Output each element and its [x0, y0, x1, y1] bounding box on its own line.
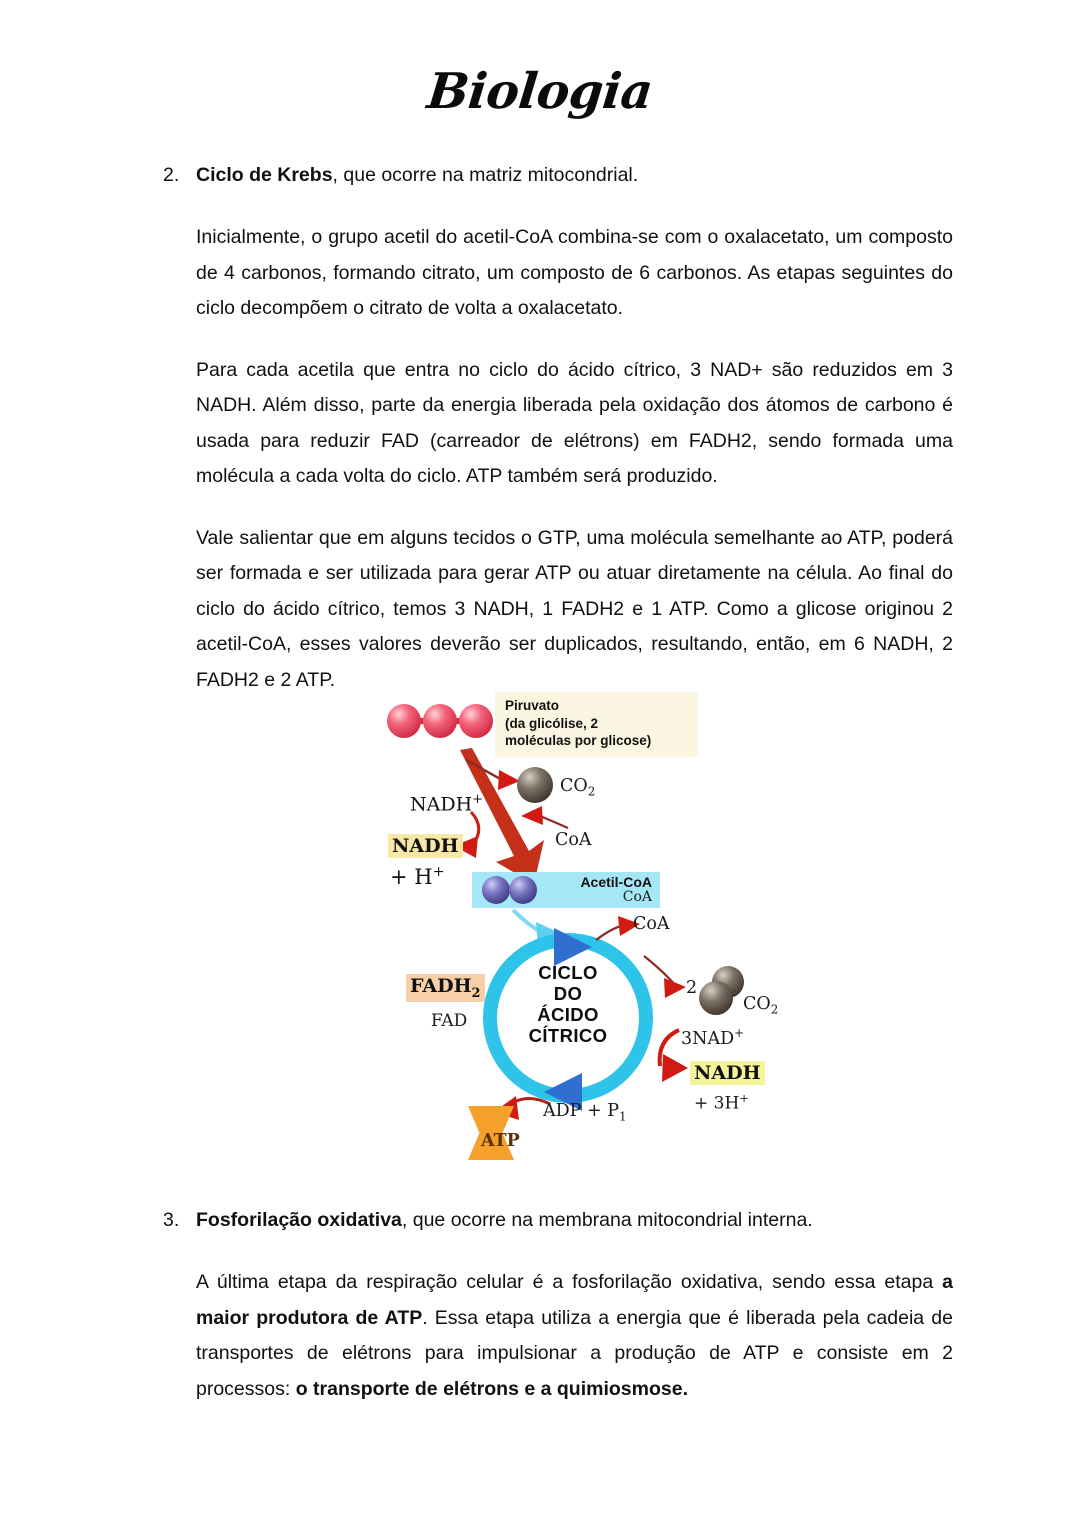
section-2-paragraph-2: Para cada acetila que entra no ciclo do ácido cítrico, 3 NAD+ são reduzidos em 3 NADH. Além disso, parte da energia liberada pela oxidação dos átomos de carbono é usada para reduzir FAD (carreador de elétrons) em FADH2, sendo formada uma molécula a cada volta do ciclo. ATP também será produzido. [196, 358, 953, 487]
plus-h-left-sup: + [432, 864, 445, 880]
list-marker-2: 2. [163, 164, 180, 186]
section-3-paragraph [163, 1265, 953, 1407]
s3-bold-2: o transporte de elétrons e a quimiosmose. [295, 1377, 688, 1400]
s3-text-1: A última etapa da respiração celular é a fosforilação oxidativa, sendo essa etapa [196, 1271, 943, 1293]
spacer [163, 327, 953, 353]
adp-pi-sub: 1 [619, 1109, 627, 1124]
cycle-line-4: CÍTRICO [528, 1025, 608, 1046]
list-marker-3: 3. [163, 1209, 180, 1231]
acetil-coa-sub: CoA [622, 889, 652, 905]
coa-incoming-arrow [521, 806, 568, 828]
co2-right-text: CO [743, 994, 771, 1014]
fadh2-text: FADH [410, 975, 472, 997]
co2-sphere-top [517, 767, 553, 803]
cycle-line-3: ÁCIDO [537, 1004, 599, 1025]
section-2-heading-bold: Ciclo de Krebs [196, 164, 333, 186]
acetyl-spheres [476, 872, 556, 908]
cycle-line-2: DO [553, 983, 583, 1004]
fadh2-sub: 2 [471, 985, 481, 1001]
acetil-coa-box [472, 872, 660, 908]
pyruvate-spheres [387, 704, 493, 738]
acetil-coa-title: Acetil-CoA [580, 874, 652, 890]
s3-text-2: . Essa etapa utiliza a energia que é liberada pela cadeia de transportes de elétrons para impulsionar a produção de ATP e consiste em 2 processos: [196, 1306, 953, 1400]
section-2-heading [196, 160, 953, 190]
nadh-plus-top-text: NADH [410, 793, 473, 816]
co2-right-sub: 2 [770, 1002, 779, 1017]
nadh-plus-top-sup: + [472, 792, 483, 807]
coa-top-label: CoA [555, 830, 592, 850]
cycle-center-label [508, 962, 628, 1046]
spacer [163, 190, 953, 220]
co2-spheres-right [699, 966, 744, 1015]
co2-release-arrow-right [644, 956, 686, 998]
section-2-paragraph-3: Vale salientar que em alguns tecidos o GTP, uma molécula semelhante ao ATP, poderá ser formada e ser utilizada para gerar ATP ou atuar diretamente na célula. Ao final do ciclo do ácido cítrico, temos 3 NADH, 1 FADH2 e 1 ATP. Como a glicose originou 2 acetil-CoA, esses valores deverão ser duplicados, resultando, então, em 6 NADH, 2 FADH2 e 2 ATP. [196, 526, 953, 691]
piruvato-label-box [495, 692, 698, 757]
three-h-label [694, 1091, 749, 1114]
spacer [163, 495, 953, 521]
section-2-paragraph-1: Inicialmente, o grupo acetil do acetil-CoA combina-se com o oxalacetato, um composto de 4 carbonos, formando citrato, um composto de 6 carbonos. As etapas seguintes do ciclo decompõem o citrato de volta a oxalacetato. [196, 226, 953, 319]
piruvato-line-2: (da glicólise, 2 [505, 715, 599, 731]
co2-top-label [560, 776, 595, 799]
adp-pi-label [543, 1101, 627, 1124]
s3-bold-1: a maior produtora de ATP [196, 1271, 953, 1329]
co2-top-sub: 2 [587, 784, 596, 799]
fad-label: FAD [431, 1011, 468, 1031]
list-item-section-2 [163, 160, 953, 190]
section-3-heading-rest: , que ocorre na membrana mitocondrial interna. [401, 1209, 813, 1231]
three-nad-sup: + [734, 1026, 745, 1040]
atp-label: ATP [481, 1131, 520, 1151]
three-h-sup: + [739, 1091, 749, 1105]
cycle-line-1: CICLO [538, 962, 598, 983]
citric-acid-cycle-figure [368, 688, 778, 1178]
piruvato-line-3: moléculas por glicose) [505, 733, 652, 748]
nadh-plus-top-label [410, 792, 483, 815]
plus-h-left-label [390, 864, 445, 889]
co2-right-label [743, 994, 778, 1017]
coa-cycle-label: CoA [633, 914, 670, 934]
fadh2-highlight [406, 974, 485, 1002]
spacer [163, 1235, 953, 1265]
acetil-coa-text [580, 875, 652, 905]
section-3-heading-bold: Fosforilação oxidativa [196, 1209, 402, 1231]
list-item-section-3 [163, 1205, 953, 1235]
section-3-heading [196, 1205, 953, 1235]
section-2-heading-rest: , que ocorre na matriz mitocondrial. [332, 164, 639, 186]
adp-pi-text: ADP + P [543, 1101, 620, 1121]
three-h-text: + 3H [694, 1093, 740, 1114]
plus-h-left-text: + H [390, 865, 433, 889]
nadh-left-highlight: NADH [388, 834, 463, 858]
document-body [163, 160, 953, 698]
page-title: Biologia [424, 62, 656, 120]
three-nad-label [681, 1026, 744, 1049]
document-body-lower [163, 1205, 953, 1407]
three-nad-text: 3NAD [681, 1028, 735, 1049]
nadh-right-highlight: NADH [690, 1061, 765, 1085]
co2-count-label: 2 [686, 978, 698, 998]
co2-top-text: CO [560, 776, 588, 796]
piruvato-line-1: Piruvato [505, 698, 560, 713]
